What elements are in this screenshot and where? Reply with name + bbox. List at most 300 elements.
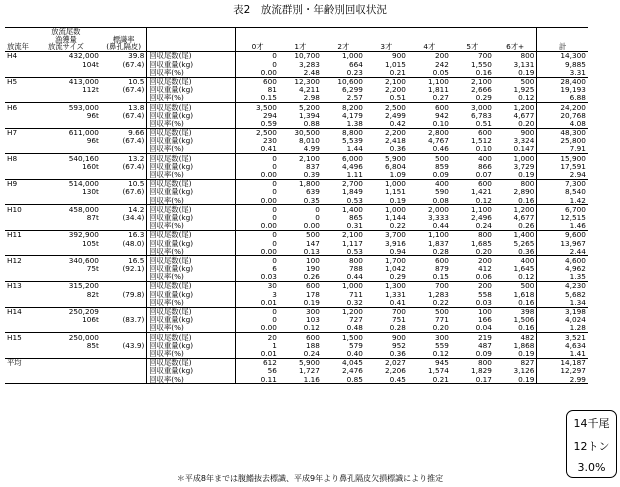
age-value: 0.15: [408, 273, 451, 282]
table-row: [5, 214, 588, 222]
table-row: [5, 324, 588, 333]
row-label: 回収尾数(尾): [147, 358, 236, 367]
table-row: [5, 273, 588, 282]
table-row: [5, 375, 588, 384]
age-value: 1,000: [342, 51, 363, 61]
row-label: 回収尾数(尾): [147, 205, 236, 214]
age-value: 1,283: [428, 289, 449, 299]
release-count: 315,200: [68, 281, 99, 291]
tag-blank: [101, 273, 147, 282]
age-value: 0.94: [365, 247, 408, 256]
group-year-blank: [5, 214, 31, 222]
age-value: 0.16: [451, 68, 494, 77]
row-label: 回収率(%): [147, 119, 236, 128]
total-value: 7.91: [537, 145, 588, 154]
header-count: 放流尾数: [51, 27, 81, 36]
table-row: [5, 196, 588, 205]
total-value: 20,768: [537, 111, 588, 119]
age-value: 300: [305, 307, 320, 317]
tag-blank: [101, 171, 147, 180]
age-value: 0.00: [236, 247, 279, 256]
age-value: 0.48: [322, 324, 365, 333]
age-value: 558: [477, 289, 492, 299]
release-blank: [31, 222, 101, 231]
tag-rate-sub: (83.7): [122, 315, 145, 325]
age-value: 0: [272, 307, 277, 317]
header-size: 放流サイズ: [47, 42, 84, 52]
age-value: 0.22: [365, 222, 408, 231]
header-age-5: 5才: [451, 28, 494, 52]
row-label: 回収重量(kg): [147, 290, 236, 298]
age-value: 398: [520, 307, 535, 317]
age-value: 500: [520, 281, 535, 291]
age-value: 700: [477, 51, 492, 61]
age-value: 612: [262, 358, 277, 368]
row-label: 回収率(%): [147, 247, 236, 256]
release-blank: [31, 94, 101, 103]
table-row: [5, 290, 588, 298]
release-blank: [31, 324, 101, 333]
age-value: 200: [477, 281, 492, 291]
age-value: 0.00: [236, 222, 279, 231]
age-value: 3,729: [513, 161, 535, 171]
age-value: 0.00: [236, 196, 279, 205]
age-value: 866: [477, 161, 492, 171]
release-size: 96t: [86, 110, 99, 120]
age-value: 3,700: [385, 230, 406, 240]
age-value: 942: [434, 110, 449, 120]
table-row: [5, 367, 588, 375]
age-value: 0.05: [408, 68, 451, 77]
tag-blank: [101, 324, 147, 333]
age-value: 0.13: [279, 247, 322, 256]
age-value: 1,042: [385, 264, 406, 274]
group-year-blank: [5, 239, 31, 247]
age-value: 1.16: [279, 375, 322, 384]
age-value: 1,200: [342, 307, 363, 317]
total-value: 8,540: [537, 188, 588, 196]
age-value: 711: [348, 289, 363, 299]
group-year: H4: [7, 51, 18, 61]
age-value: 0.11: [236, 375, 279, 384]
age-value: 0: [272, 59, 277, 69]
age-value: 2,000: [428, 204, 449, 214]
age-value: 5,900: [299, 358, 320, 368]
age-value: 6,000: [342, 153, 363, 163]
age-value: 800: [520, 51, 535, 61]
total-value: 4,634: [537, 341, 588, 349]
row-label: 回収尾数(尾): [147, 51, 236, 60]
total-value: 24,200: [537, 103, 588, 112]
age-value: 0: [315, 204, 320, 214]
group-year-blank: [5, 60, 31, 68]
group-year-blank: [5, 68, 31, 77]
age-value: 6,783: [471, 110, 492, 120]
table-body: [5, 51, 588, 383]
row-label: 回収尾数(尾): [147, 154, 236, 163]
recovery-table: [5, 27, 588, 384]
age-value: 4,179: [342, 110, 363, 120]
release-blank: [31, 145, 101, 154]
row-label: 回収重量(kg): [147, 265, 236, 273]
age-value: 900: [391, 51, 406, 61]
age-value: 1,100: [428, 230, 449, 240]
age-value: 3,283: [299, 59, 320, 69]
age-value: 5,265: [513, 238, 535, 248]
age-value: 1.38: [322, 119, 365, 128]
row-label: 回収率(%): [147, 68, 236, 77]
total-value: 2.94: [537, 171, 588, 180]
age-value: 1,151: [385, 187, 406, 197]
age-value: 0.01: [236, 350, 279, 359]
age-value: 0.88: [279, 119, 322, 128]
release-count: 413,000: [68, 76, 99, 86]
release-blank: [31, 196, 101, 205]
age-value: 0: [272, 204, 277, 214]
age-value: 6,804: [385, 161, 406, 171]
total-value: 13,967: [537, 239, 588, 247]
age-value: 0.10: [408, 119, 451, 128]
total-value: 15,900: [537, 154, 588, 163]
age-value: 0.51: [365, 94, 408, 103]
header-label-blank: [147, 28, 236, 52]
header-year: 放流年: [5, 28, 31, 52]
group-year-blank: [5, 188, 31, 196]
age-value: 0: [272, 230, 277, 240]
age-value: 2,418: [385, 136, 406, 146]
row-label: 回収重量(kg): [147, 341, 236, 349]
age-value: 0.19: [279, 298, 322, 307]
tag-rate-sub: (48.0): [122, 238, 145, 248]
summary-count: 14千尾: [573, 416, 610, 430]
row-label: 回収率(%): [147, 94, 236, 103]
age-value: 2,100: [471, 76, 492, 86]
tag-blank: [101, 119, 147, 128]
table-row: [5, 94, 588, 103]
release-blank: [31, 350, 101, 359]
age-value: 3,324: [513, 136, 535, 146]
age-value: 0.03: [236, 273, 279, 282]
release-blank: [31, 68, 101, 77]
age-value: 700: [391, 307, 406, 317]
age-value: 1.44: [322, 145, 365, 154]
release-size: 104t: [82, 59, 99, 69]
age-value: 8,800: [342, 128, 363, 138]
release-size: 75t: [86, 264, 99, 274]
age-value: 579: [348, 340, 363, 350]
header-total: 計: [537, 28, 588, 52]
tag-blank: [101, 68, 147, 77]
release-blank: [31, 119, 101, 128]
release-count: 250,209: [68, 307, 99, 317]
tag-rate-sub: (67.4): [122, 85, 145, 95]
age-value: 5,900: [385, 153, 406, 163]
total-value: 3,521: [537, 333, 588, 342]
age-value: 2,666: [471, 85, 492, 95]
age-value: 2,500: [385, 102, 406, 112]
age-value: 0.26: [279, 273, 322, 282]
age-value: 1.09: [365, 171, 408, 180]
total-value: 9,600: [537, 230, 588, 239]
group-year-blank: [5, 247, 31, 256]
age-value: 0.53: [322, 196, 365, 205]
tag-rate-sub: [101, 367, 147, 375]
age-value: 945: [434, 358, 449, 368]
release-count: 432,000: [68, 51, 99, 61]
age-value: 2.48: [279, 68, 322, 77]
total-value: 25,800: [537, 137, 588, 145]
age-value: 6,299: [342, 85, 363, 95]
tag-rate-sub: (67.4): [122, 110, 145, 120]
row-label: 回収尾数(尾): [147, 77, 236, 86]
age-value: 8,200: [342, 102, 363, 112]
release-size: 85t: [86, 340, 99, 350]
age-value: 200: [434, 51, 449, 61]
age-value: 487: [477, 340, 492, 350]
age-value: 166: [477, 315, 492, 325]
summary-weight: 12トン: [573, 439, 610, 453]
total-value: 9,885: [537, 60, 588, 68]
table-row: [5, 298, 588, 307]
age-value: 2.98: [279, 94, 322, 103]
tag-rate-sub: (34.4): [122, 212, 145, 222]
group-year: H10: [7, 204, 22, 214]
row-label: 回収率(%): [147, 171, 236, 180]
age-value: 1,000: [513, 153, 535, 163]
table-row: [5, 282, 588, 291]
age-value: 0.22: [408, 298, 451, 307]
age-value: 1,727: [299, 366, 320, 376]
release-size: 130t: [82, 187, 99, 197]
age-value: 3: [272, 289, 277, 299]
age-value: 1,144: [385, 212, 406, 222]
age-value: 2,206: [385, 366, 406, 376]
summary-rate: 3.0%: [577, 460, 606, 474]
age-value: 0.19: [494, 68, 537, 77]
tag-blank: [101, 222, 147, 231]
group-year: H11: [7, 230, 22, 240]
age-value: 0.59: [236, 119, 279, 128]
age-value: 700: [434, 281, 449, 291]
total-value: 4,230: [537, 282, 588, 291]
age-value: 1,618: [513, 289, 535, 299]
release-count: 593,000: [68, 102, 99, 112]
age-value: 664: [348, 59, 363, 69]
group-year: H8: [7, 153, 18, 163]
table-row: [5, 222, 588, 231]
footnote: ＊平成8年までは腹鰭抜去標識、平成9年より鼻孔隔皮欠損標識により推定: [176, 474, 444, 483]
table-row: [5, 111, 588, 119]
total-value: 4,024: [537, 316, 588, 324]
group-year-blank: [5, 162, 31, 170]
tag-rate-sub: (67.4): [122, 161, 145, 171]
table-row: [5, 358, 588, 367]
group-year: H15: [7, 332, 22, 342]
age-value: 2,027: [385, 358, 406, 368]
age-value: 0.12: [408, 350, 451, 359]
tag-rate: [101, 358, 147, 367]
age-value: 0.15: [236, 94, 279, 103]
tag-rate-sub: (67.4): [122, 59, 145, 69]
age-value: 1.11: [322, 171, 365, 180]
table-header-row: [5, 28, 588, 52]
header-age-1: 1才: [279, 28, 322, 52]
tag-blank: [101, 247, 147, 256]
age-value: 100: [477, 307, 492, 317]
age-value: 1,868: [513, 340, 535, 350]
row-label: 回収率(%): [147, 222, 236, 231]
row-label: 回収重量(kg): [147, 214, 236, 222]
age-value: 600: [305, 332, 320, 342]
table-row: [5, 119, 588, 128]
group-year-blank: [5, 137, 31, 145]
header-tag: 標識率: [112, 34, 135, 44]
age-value: 147: [305, 238, 320, 248]
release-blank: [31, 171, 101, 180]
age-value: 0.20: [408, 324, 451, 333]
age-value: 0.00: [236, 324, 279, 333]
age-value: 103: [305, 315, 320, 325]
tag-blank: [101, 196, 147, 205]
age-value: 0.32: [322, 298, 365, 307]
age-value: 600: [477, 128, 492, 138]
age-value: 500: [305, 230, 320, 240]
age-value: 294: [262, 110, 277, 120]
total-value: 14,187: [537, 358, 588, 367]
age-value: 0.27: [408, 94, 451, 103]
tag-rate: 16.3: [128, 230, 145, 240]
row-label: 回収尾数(尾): [147, 230, 236, 239]
age-value: 3,500: [256, 102, 277, 112]
group-year: H13: [7, 281, 22, 291]
total-value: 4,600: [537, 256, 588, 265]
age-value: 0.35: [279, 196, 322, 205]
age-value: 0: [272, 153, 277, 163]
table-row: [5, 145, 588, 154]
age-value: 0: [272, 161, 277, 171]
age-value: 0.06: [451, 273, 494, 282]
age-value: 0.53: [322, 247, 365, 256]
age-value: 0.41: [365, 298, 408, 307]
group-year-blank: [5, 273, 31, 282]
age-value: 0.12: [451, 196, 494, 205]
age-value: 4,677: [513, 212, 535, 222]
age-value: 400: [520, 255, 535, 265]
row-label: 回収率(%): [147, 273, 236, 282]
header-tag-sub: (鼻孔隔皮): [106, 42, 142, 52]
age-value: 600: [262, 76, 277, 86]
age-value: 190: [305, 264, 320, 274]
group-year-blank: [5, 111, 31, 119]
tag-blank: [101, 145, 147, 154]
total-value: 12,297: [537, 367, 588, 375]
age-value: 0.46: [408, 145, 451, 154]
age-value: 0.24: [451, 222, 494, 231]
age-value: 0.147: [494, 145, 537, 154]
age-value: 600: [477, 179, 492, 189]
age-value: 0.44: [408, 222, 451, 231]
age-value: 3,131: [513, 59, 535, 69]
age-value: 400: [434, 179, 449, 189]
row-label: 回収率(%): [147, 145, 236, 154]
tag-blank: [101, 375, 147, 384]
release-count: 392,900: [68, 230, 99, 240]
total-value: 1.42: [537, 196, 588, 205]
age-value: 837: [305, 161, 320, 171]
age-value: 400: [477, 153, 492, 163]
age-value: 800: [477, 358, 492, 368]
age-value: 0.19: [494, 171, 537, 180]
age-value: 1,685: [471, 238, 492, 248]
age-value: 1,300: [385, 281, 406, 291]
group-year-blank: [5, 350, 31, 359]
age-value: 4,211: [299, 85, 320, 95]
release-blank: [31, 273, 101, 282]
total-value: 4,962: [537, 265, 588, 273]
age-value: 1,331: [385, 289, 406, 299]
age-value: 0.20: [494, 119, 537, 128]
age-value: 4.99: [279, 145, 322, 154]
tag-rate: [101, 282, 147, 291]
age-value: 1,512: [471, 136, 492, 146]
age-value: 5,539: [342, 136, 363, 146]
age-value: 1,811: [428, 85, 449, 95]
age-value: 56: [267, 366, 277, 376]
age-value: 0.00: [279, 222, 322, 231]
group-year-blank: [5, 367, 31, 375]
total-value: 1.28: [537, 324, 588, 333]
age-value: 100: [305, 255, 320, 265]
age-value: 219: [477, 332, 492, 342]
tag-blank: [101, 94, 147, 103]
group-year-blank: [5, 298, 31, 307]
age-value: 0.36: [365, 350, 408, 359]
age-value: 0: [272, 179, 277, 189]
group-year-blank: [5, 324, 31, 333]
age-value: 81: [267, 85, 277, 95]
release-size: 87t: [86, 212, 99, 222]
row-label: 回収尾数(尾): [147, 282, 236, 291]
age-value: 0.09: [408, 171, 451, 180]
age-value: 3,000: [471, 102, 492, 112]
age-value: 1,800: [299, 179, 320, 189]
total-value: 3,198: [537, 307, 588, 316]
row-label: 回収重量(kg): [147, 367, 236, 375]
table-row: [5, 341, 588, 349]
age-value: 0.12: [279, 324, 322, 333]
age-value: 600: [434, 102, 449, 112]
group-year-blank: [5, 145, 31, 154]
total-value: 3.31: [537, 68, 588, 77]
table-row: [5, 239, 588, 247]
age-value: 300: [434, 332, 449, 342]
row-label: 回収尾数(尾): [147, 333, 236, 342]
age-value: 0.16: [494, 298, 537, 307]
group-year-blank: [5, 222, 31, 231]
total-value: 1.46: [537, 222, 588, 231]
table-row: [5, 350, 588, 359]
tag-blank: [101, 298, 147, 307]
row-label: 回収尾数(尾): [147, 179, 236, 188]
group-year: H12: [7, 255, 22, 265]
row-label: 回収尾数(尾): [147, 128, 236, 137]
age-value: 2,200: [385, 128, 406, 138]
age-value: 3,916: [385, 238, 406, 248]
age-value: 2,700: [342, 179, 363, 189]
total-value: 7,300: [537, 179, 588, 188]
row-label: 回収率(%): [147, 196, 236, 205]
age-value: 0.00: [236, 171, 279, 180]
